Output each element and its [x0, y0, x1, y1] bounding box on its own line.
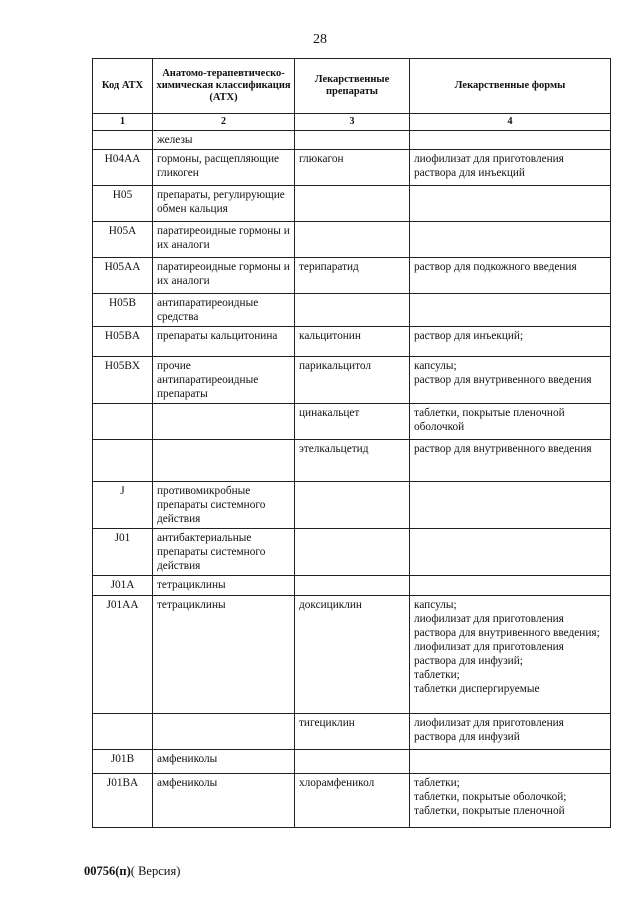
dosage-forms-cell	[410, 596, 611, 714]
drug-name-cell	[295, 222, 410, 258]
dosage-form-line: капсулы;	[414, 360, 457, 372]
drug-name-cell: этелкальцетид	[295, 440, 410, 482]
atx-classification-cell: препараты, регулирующие обмен кальция	[153, 186, 295, 222]
atx-classification-cell	[153, 714, 295, 750]
table-row	[93, 440, 611, 482]
drug-name-cell: доксициклин	[295, 596, 410, 714]
dosage-forms-cell	[410, 576, 611, 596]
footer	[84, 864, 180, 879]
table-row	[93, 529, 611, 576]
atx-code-cell: H05	[93, 186, 153, 222]
table-row	[93, 327, 611, 357]
atx-classification-cell: антибактериальные препараты системного действия	[153, 529, 295, 576]
dosage-forms-cell	[410, 404, 611, 440]
dosage-forms-cell	[410, 327, 611, 357]
atx-classification-cell: амфениколы	[153, 774, 295, 828]
header-atx-classification: Анатомо-терапевтическо-химическая классификация (АТХ)	[153, 59, 295, 114]
atx-code-cell: J	[93, 482, 153, 529]
table-row	[93, 186, 611, 222]
header-atx-code: Код АТХ	[93, 59, 153, 114]
table-row	[93, 774, 611, 828]
dosage-form-line: таблетки;	[414, 777, 460, 789]
atx-classification-cell	[153, 404, 295, 440]
atx-table	[92, 58, 611, 828]
document-code: 00756(п)	[84, 864, 131, 878]
column-number: 4	[410, 114, 611, 131]
dosage-form-line: таблетки, покрытые оболочкой;	[414, 791, 567, 803]
column-number: 1	[93, 114, 153, 131]
dosage-forms-cell	[410, 131, 611, 150]
dosage-form-line: лиофилизат для приготовления раствора для инфузий	[414, 717, 564, 743]
atx-code-cell	[93, 404, 153, 440]
atx-code-cell: H05BX	[93, 357, 153, 404]
atx-classification-cell: железы	[153, 131, 295, 150]
dosage-forms-cell	[410, 440, 611, 482]
drug-name-cell	[295, 576, 410, 596]
atx-classification-cell: противомикробные препараты системного действия	[153, 482, 295, 529]
drug-name-cell	[295, 529, 410, 576]
dosage-forms-cell	[410, 186, 611, 222]
atx-classification-cell: гормоны, расщепляющие гликоген	[153, 150, 295, 186]
dosage-forms-cell	[410, 357, 611, 404]
dosage-form-line: раствор для внутривенного введения	[414, 443, 592, 455]
drug-name-cell: кальцитонин	[295, 327, 410, 357]
atx-code-cell: H04AA	[93, 150, 153, 186]
atx-code-cell: H05B	[93, 294, 153, 327]
atx-classification-cell: паратиреоидные гормоны и их аналоги	[153, 222, 295, 258]
atx-code-cell: H05A	[93, 222, 153, 258]
atx-code-cell	[93, 131, 153, 150]
atx-classification-cell: антипаратиреоидные средства	[153, 294, 295, 327]
drug-name-cell: тигециклин	[295, 714, 410, 750]
dosage-forms-cell	[410, 750, 611, 774]
drug-name-cell	[295, 186, 410, 222]
dosage-forms-cell	[410, 258, 611, 294]
column-number-row	[93, 114, 611, 131]
document-version: ( Версия)	[130, 864, 181, 878]
atx-code-cell: J01B	[93, 750, 153, 774]
table-row	[93, 222, 611, 258]
atx-code-cell: J01BA	[93, 774, 153, 828]
drug-name-cell	[295, 294, 410, 327]
column-number: 3	[295, 114, 410, 131]
dosage-forms-cell	[410, 714, 611, 750]
drug-name-cell: хлорамфеникол	[295, 774, 410, 828]
dosage-form-line: лиофилизат для приготовления раствора для инъекций	[414, 153, 564, 179]
atx-code-cell	[93, 714, 153, 750]
table-row	[93, 404, 611, 440]
dosage-form-line: таблетки;	[414, 669, 460, 681]
table-row	[93, 258, 611, 294]
table-row	[93, 482, 611, 529]
dosage-form-line: таблетки, покрытые пленочной оболочкой	[414, 407, 565, 433]
table-row	[93, 357, 611, 404]
atx-classification-cell: амфениколы	[153, 750, 295, 774]
table-header-row	[93, 59, 611, 114]
atx-code-cell: J01A	[93, 576, 153, 596]
dosage-form-line: таблетки, покрытые пленочной	[414, 805, 565, 817]
drug-name-cell	[295, 131, 410, 150]
table-row	[93, 131, 611, 150]
table-row	[93, 576, 611, 596]
table-row	[93, 750, 611, 774]
dosage-form-line: раствор для внутривенного введения	[414, 374, 592, 386]
table-row	[93, 294, 611, 327]
drug-name-cell: глюкагон	[295, 150, 410, 186]
dosage-forms-cell	[410, 222, 611, 258]
drug-name-cell	[295, 482, 410, 529]
atx-code-cell: H05BA	[93, 327, 153, 357]
atx-classification-cell: тетрациклины	[153, 596, 295, 714]
table-row	[93, 714, 611, 750]
dosage-forms-cell	[410, 529, 611, 576]
atx-classification-cell	[153, 440, 295, 482]
dosage-forms-cell	[410, 774, 611, 828]
dosage-form-line: таблетки диспергируемые	[414, 683, 540, 695]
drug-name-cell: цинакальцет	[295, 404, 410, 440]
dosage-form-line: раствор для инъекций;	[414, 330, 524, 342]
atx-classification-cell: прочие антипаратиреоидные препараты	[153, 357, 295, 404]
atx-classification-cell: препараты кальцитонина	[153, 327, 295, 357]
atx-classification-cell: тетрациклины	[153, 576, 295, 596]
dosage-forms-cell	[410, 294, 611, 327]
drug-name-cell: терипаратид	[295, 258, 410, 294]
header-drugs: Лекарственные препараты	[295, 59, 410, 114]
table-body	[93, 131, 611, 828]
dosage-forms-cell	[410, 482, 611, 529]
header-dosage-forms: Лекарственные формы	[410, 59, 611, 114]
page-number: 28	[313, 32, 327, 47]
dosage-form-line: лиофилизат для приготовления раствора для внутривенного введения;	[414, 613, 600, 639]
dosage-form-line: капсулы;	[414, 599, 457, 611]
drug-name-cell: парикальцитол	[295, 357, 410, 404]
atx-code-cell: H05AA	[93, 258, 153, 294]
table-row	[93, 150, 611, 186]
table-row	[93, 596, 611, 714]
drug-name-cell	[295, 750, 410, 774]
atx-classification-cell: паратиреоидные гормоны и их аналоги	[153, 258, 295, 294]
column-number: 2	[153, 114, 295, 131]
dosage-form-line: лиофилизат для приготовления раствора для инфузий;	[414, 641, 564, 667]
dosage-forms-cell	[410, 150, 611, 186]
atx-code-cell	[93, 440, 153, 482]
atx-code-cell: J01AA	[93, 596, 153, 714]
atx-code-cell: J01	[93, 529, 153, 576]
dosage-form-line: раствор для подкожного введения	[414, 261, 577, 273]
